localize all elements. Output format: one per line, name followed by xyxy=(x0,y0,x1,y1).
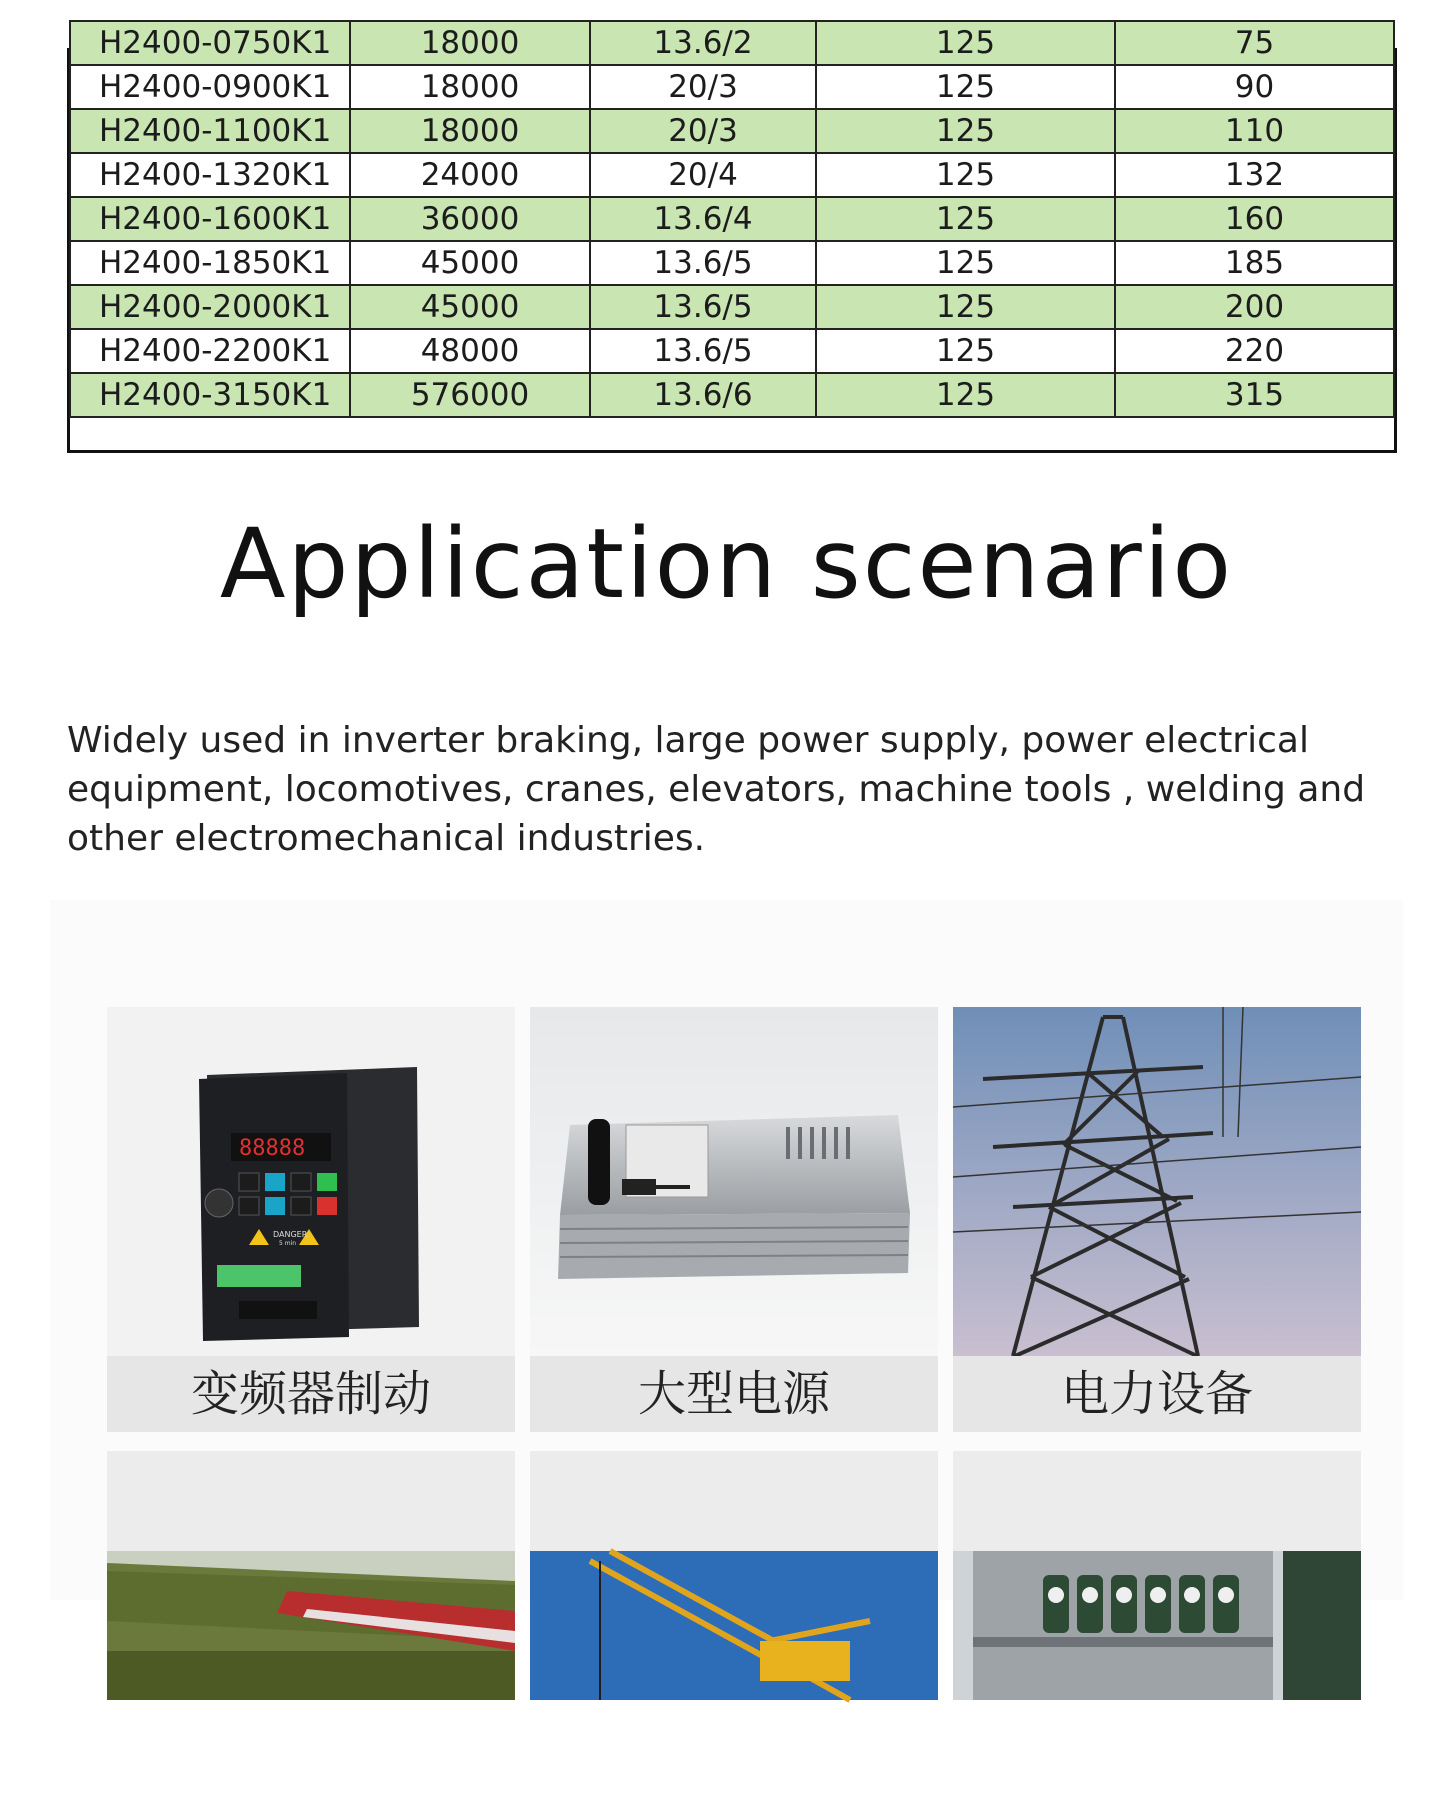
value-cell: 13.6/4 xyxy=(590,197,816,241)
model-cell: H2400-0900K1 xyxy=(70,65,350,109)
value-cell: 125 xyxy=(816,285,1115,329)
value-cell: 576000 xyxy=(350,373,590,417)
crane-icon xyxy=(530,1451,938,1800)
value-cell: 185 xyxy=(1115,241,1394,285)
value-cell: 36000 xyxy=(350,197,590,241)
value-cell: 45000 xyxy=(350,285,590,329)
value-cell: 13.6/5 xyxy=(590,241,816,285)
value-cell: 125 xyxy=(816,241,1115,285)
model-cell: H2400-1100K1 xyxy=(70,109,350,153)
value-cell: 18000 xyxy=(350,21,590,65)
value-cell: 125 xyxy=(816,373,1115,417)
value-cell: 90 xyxy=(1115,65,1394,109)
value-cell: 13.6/2 xyxy=(590,21,816,65)
value-cell: 18000 xyxy=(350,109,590,153)
value-cell: 132 xyxy=(1115,153,1394,197)
table-row xyxy=(70,21,1394,65)
value-cell: 125 xyxy=(816,153,1115,197)
transmission-tower-icon xyxy=(953,1007,1361,1356)
model-cell: H2400-0750K1 xyxy=(70,21,350,65)
value-cell: 24000 xyxy=(350,153,590,197)
value-cell: 125 xyxy=(816,197,1115,241)
value-cell: 200 xyxy=(1115,285,1394,329)
value-cell: 20/3 xyxy=(590,65,816,109)
value-cell: 125 xyxy=(816,65,1115,109)
table-row xyxy=(70,109,1394,153)
value-cell: 13.6/6 xyxy=(590,373,816,417)
table-row xyxy=(70,241,1394,285)
model-cell: H2400-2000K1 xyxy=(70,285,350,329)
inverter-warning-label: DANGER xyxy=(273,1230,308,1239)
inverter-warning-sublabel: 5 min xyxy=(279,1240,297,1247)
section-description: Widely used in inverter braking, large power supply, power electrical equipment, locomotives, cranes, elevators, machine tools , welding and other electromechanical industries. xyxy=(67,720,1366,859)
value-cell: 220 xyxy=(1115,329,1394,373)
scenario-tile-locomotive xyxy=(107,1451,515,1600)
table-row xyxy=(70,373,1394,417)
value-cell: 125 xyxy=(816,21,1115,65)
scenario-tile-large-power-supply xyxy=(530,1007,938,1432)
value-cell: 48000 xyxy=(350,329,590,373)
value-cell: 20/4 xyxy=(590,153,816,197)
value-cell: 160 xyxy=(1115,197,1394,241)
model-cell: H2400-2200K1 xyxy=(70,329,350,373)
model-cell: H2400-1320K1 xyxy=(70,153,350,197)
value-cell: 20/3 xyxy=(590,109,816,153)
inverter-icon xyxy=(107,1007,515,1356)
value-cell: 110 xyxy=(1115,109,1394,153)
table-row xyxy=(70,197,1394,241)
value-cell: 18000 xyxy=(350,65,590,109)
value-cell: 75 xyxy=(1115,21,1394,65)
table-row xyxy=(70,329,1394,373)
model-cell: H2400-1850K1 xyxy=(70,241,350,285)
scenario-tile-crane xyxy=(530,1451,938,1600)
scenario-caption: 电力设备 xyxy=(953,1356,1361,1432)
value-cell: 125 xyxy=(816,109,1115,153)
value-cell: 13.6/5 xyxy=(590,285,816,329)
scenario-tile-power-equipment xyxy=(953,1007,1361,1432)
inverter-display-text: 88888 xyxy=(239,1136,306,1161)
locomotive-icon xyxy=(107,1451,515,1800)
value-cell: 13.6/5 xyxy=(590,329,816,373)
machine-tools-icon xyxy=(953,1451,1361,1800)
value-cell: 125 xyxy=(816,329,1115,373)
scenario-tile-inverter-braking xyxy=(107,1007,515,1432)
section-title: Application scenario xyxy=(219,508,1234,620)
model-cell: H2400-1600K1 xyxy=(70,197,350,241)
power-supply-icon xyxy=(530,1007,938,1356)
value-cell: 45000 xyxy=(350,241,590,285)
scenario-tile-machine-tools xyxy=(953,1451,1361,1600)
scenario-caption: 大型电源 xyxy=(530,1356,938,1432)
table-row xyxy=(70,285,1394,329)
value-cell: 315 xyxy=(1115,373,1394,417)
spec-table-grid xyxy=(69,20,1395,418)
scenario-caption: 变频器制动 xyxy=(107,1356,515,1432)
table-row xyxy=(70,65,1394,109)
table-row xyxy=(70,153,1394,197)
model-cell: H2400-3150K1 xyxy=(70,373,350,417)
spec-table xyxy=(67,25,1397,453)
